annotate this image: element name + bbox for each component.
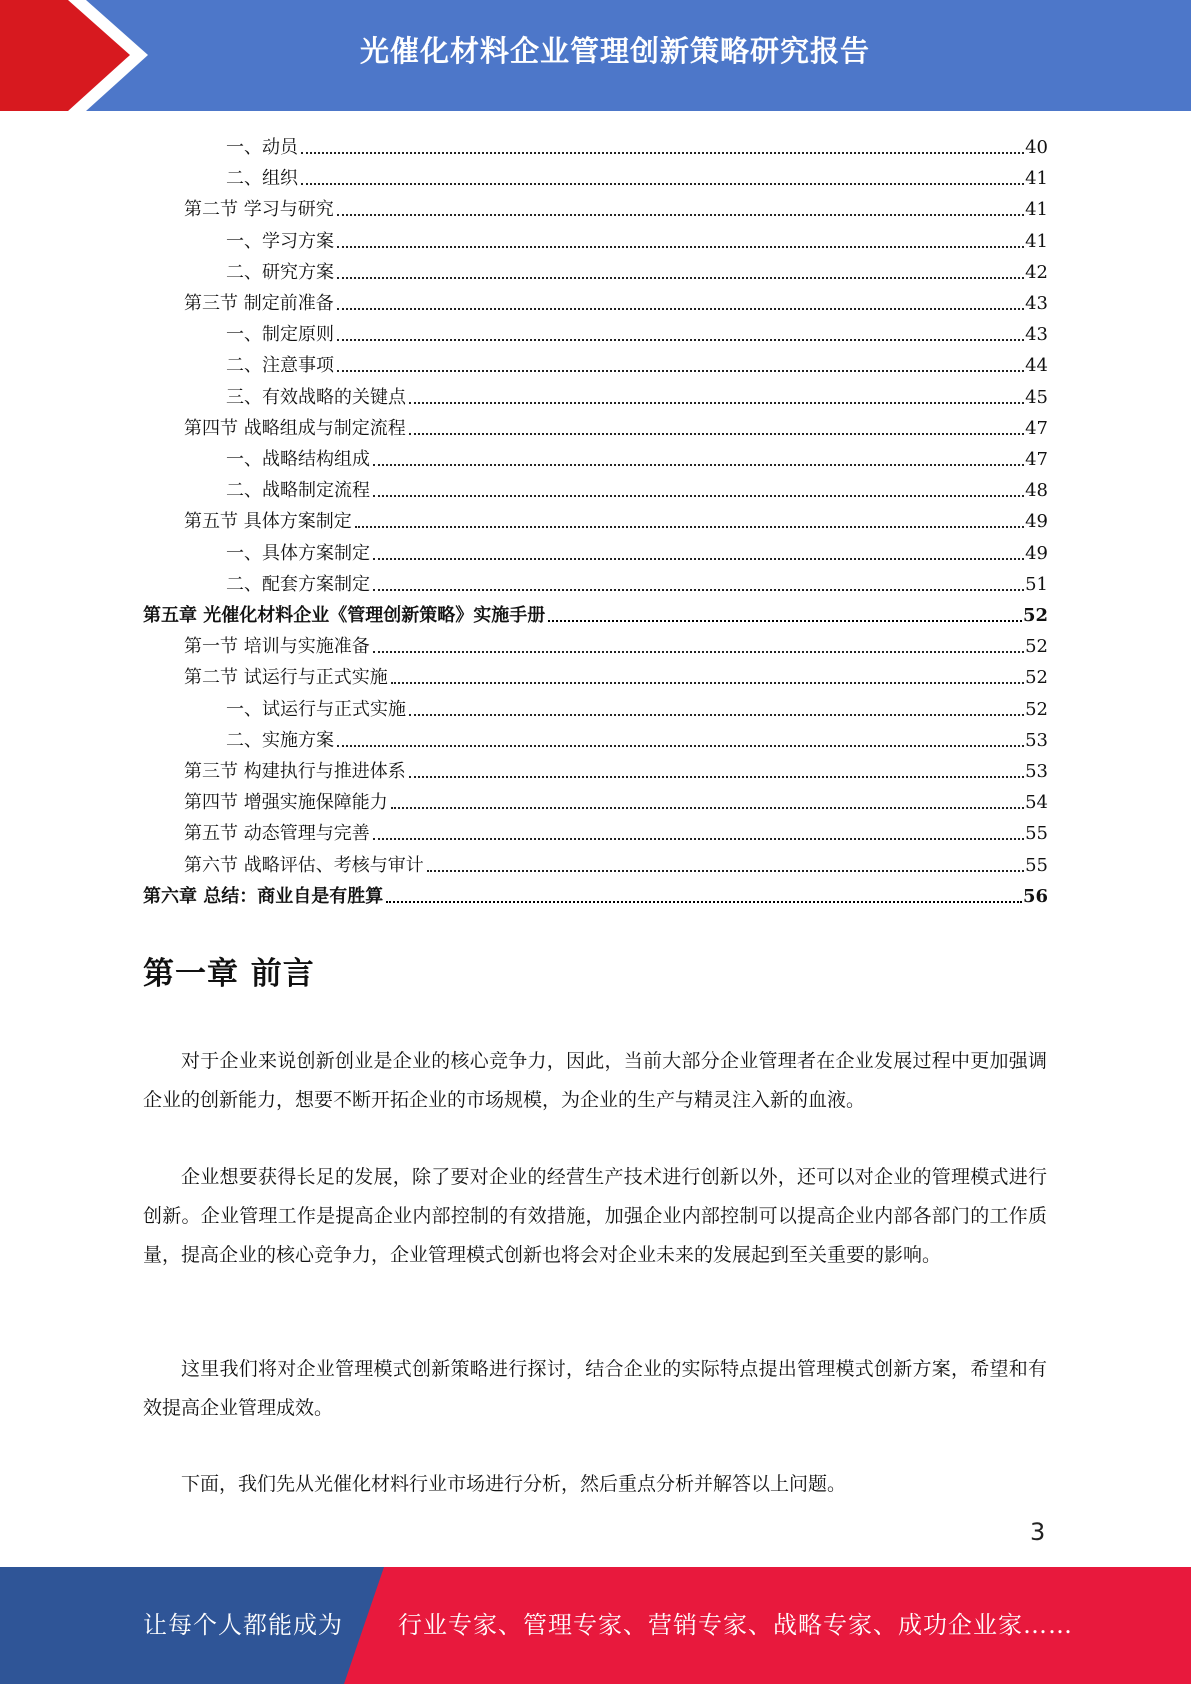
toc-entry-title: 一、具体方案制定 bbox=[226, 542, 370, 564]
toc-dot-leader bbox=[548, 620, 1022, 622]
toc-entry-title: 三、有效战略的关键点 bbox=[226, 386, 406, 408]
toc-dot-leader bbox=[391, 682, 1024, 684]
paragraph-3: 这里我们将对企业管理模式创新策略进行探讨，结合企业的实际特点提出管理模式创新方案，希望和有效提高企业管理成效。 bbox=[143, 1358, 1047, 1419]
toc-dot-leader bbox=[355, 526, 1024, 528]
toc-dot-leader bbox=[409, 776, 1024, 778]
toc-entry-title: 二、注意事项 bbox=[226, 355, 334, 377]
toc-entry[interactable] bbox=[226, 565, 1048, 596]
toc-entry-title: 第二节 试运行与正式实施 bbox=[184, 667, 388, 689]
page-footer bbox=[0, 1567, 1191, 1684]
toc-dot-leader bbox=[373, 558, 1024, 560]
toc-entry-title: 一、动员 bbox=[226, 137, 298, 158]
toc-entry-page: 47 bbox=[1025, 417, 1048, 439]
toc-entry-title: 第六章 总结：商业自是有胜算 bbox=[143, 885, 384, 907]
toc-dot-leader bbox=[373, 495, 1024, 497]
toc-entry-title: 第五章 光催化材料企业《管理创新策略》实施手册 bbox=[143, 605, 546, 626]
toc-entry-title: 第二节 学习与研究 bbox=[184, 199, 334, 221]
toc-entry-title: 第四节 增强实施保障能力 bbox=[184, 792, 388, 814]
toc-entry-title: 第三节 构建执行与推进体系 bbox=[184, 761, 406, 782]
toc-entry[interactable] bbox=[226, 471, 1048, 502]
toc-entry-page: 43 bbox=[1025, 293, 1048, 314]
toc-entry-page: 41 bbox=[1025, 199, 1048, 221]
toc-entry[interactable] bbox=[184, 409, 1048, 440]
toc-dot-leader bbox=[337, 246, 1024, 248]
toc-entry-page: 53 bbox=[1025, 761, 1048, 782]
toc-dot-leader bbox=[409, 714, 1024, 716]
page-header bbox=[0, 0, 1191, 111]
toc-entry[interactable] bbox=[226, 159, 1048, 190]
toc-entry-title: 二、配套方案制定 bbox=[226, 573, 370, 595]
toc-entry-title: 第五节 具体方案制定 bbox=[184, 511, 352, 533]
toc-dot-leader bbox=[337, 339, 1024, 341]
toc-entry-page: 51 bbox=[1025, 573, 1048, 595]
toc-entry[interactable] bbox=[226, 690, 1048, 721]
toc-entry-page: 52 bbox=[1022, 605, 1048, 626]
toc-entry-title: 第四节 战略组成与制定流程 bbox=[184, 417, 406, 439]
toc-entry-page: 52 bbox=[1025, 636, 1048, 658]
toc-entry[interactable] bbox=[226, 346, 1048, 377]
toc-dot-leader bbox=[337, 370, 1024, 372]
footer-slogan-right: 行业专家、管理专家、营销专家、战略专家、成功企业家…… bbox=[398, 1611, 1073, 1639]
toc-entry[interactable] bbox=[226, 128, 1048, 159]
toc-dot-leader bbox=[337, 308, 1024, 310]
toc-entry[interactable] bbox=[226, 534, 1048, 565]
toc-entry[interactable] bbox=[226, 378, 1048, 409]
toc-entry-page: 44 bbox=[1025, 355, 1048, 377]
toc-dot-leader bbox=[301, 152, 1024, 154]
toc-dot-leader bbox=[386, 901, 1022, 903]
toc-entry-page: 45 bbox=[1025, 386, 1048, 408]
toc-entry[interactable] bbox=[184, 190, 1048, 221]
toc-entry-title: 第五节 动态管理与完善 bbox=[184, 823, 370, 845]
toc-dot-leader bbox=[373, 589, 1024, 591]
toc-entry[interactable] bbox=[184, 846, 1048, 877]
report-title: 光催化材料企业管理创新策略研究报告 bbox=[359, 34, 870, 68]
toc-dot-leader bbox=[373, 651, 1024, 653]
toc-entry-page: 48 bbox=[1025, 480, 1048, 502]
toc-entry-page: 43 bbox=[1025, 324, 1048, 346]
paragraph-4: 下面，我们先从光催化材料行业市场进行分析，然后重点分析并解答以上问题。 bbox=[181, 1473, 847, 1495]
toc-entry[interactable] bbox=[226, 315, 1048, 346]
toc-entry-page: 52 bbox=[1025, 698, 1048, 720]
toc-entry-page: 47 bbox=[1025, 449, 1048, 470]
toc-entry-page: 49 bbox=[1025, 511, 1048, 533]
toc-entry[interactable] bbox=[184, 814, 1048, 845]
toc-dot-leader bbox=[337, 745, 1024, 747]
toc-dot-leader bbox=[409, 402, 1024, 404]
paragraph-2: 企业想要获得长足的发展，除了要对企业的经营生产技术进行创新以外，还可以对企业的管理模式进行创新。企业管理工作是提高企业内部控制的有效措施，加强企业内部控制可以提高企业内部各部门的工作质量，提高企业的核心竞争力，企业管理模式创新也将会对企业未来的发展起到至关重要的影响。 bbox=[143, 1166, 1047, 1266]
toc-dot-leader bbox=[337, 214, 1024, 216]
toc-entry-title: 第一节 培训与实施准备 bbox=[184, 636, 370, 658]
toc-entry-title: 二、战略制定流程 bbox=[226, 480, 370, 502]
toc-entry-page: 56 bbox=[1022, 885, 1048, 907]
toc-entry[interactable] bbox=[184, 783, 1048, 814]
toc-entry[interactable] bbox=[184, 752, 1048, 783]
toc-entry[interactable] bbox=[226, 253, 1048, 284]
toc-entry-title: 二、组织 bbox=[226, 168, 298, 190]
toc-entry-title: 第六节 战略评估、考核与审计 bbox=[184, 854, 424, 876]
toc-entry[interactable] bbox=[184, 627, 1048, 658]
toc-entry-page: 49 bbox=[1025, 542, 1048, 564]
footer-slogan-left: 让每个人都能成为 bbox=[143, 1611, 343, 1639]
toc-entry-page: 54 bbox=[1025, 792, 1048, 814]
toc-dot-leader bbox=[373, 838, 1024, 840]
toc-entry[interactable] bbox=[226, 440, 1048, 471]
chapter-heading: 第一章 前言 bbox=[143, 956, 315, 992]
toc-dot-leader bbox=[409, 433, 1024, 435]
page-number: 3 bbox=[1030, 1518, 1046, 1546]
toc-dot-leader bbox=[301, 183, 1024, 185]
toc-entry[interactable] bbox=[226, 721, 1048, 752]
toc-dot-leader bbox=[337, 277, 1024, 279]
toc-entry-title: 二、实施方案 bbox=[226, 729, 334, 751]
toc-entry-page: 55 bbox=[1025, 823, 1048, 845]
toc-entry-page: 53 bbox=[1025, 729, 1048, 751]
toc-entry[interactable] bbox=[184, 658, 1048, 689]
toc-entry-page: 41 bbox=[1025, 230, 1048, 252]
toc-entry-title: 一、战略结构组成 bbox=[226, 449, 370, 470]
toc-dot-leader bbox=[427, 870, 1024, 872]
toc-dot-leader bbox=[391, 807, 1024, 809]
toc-entry-page: 52 bbox=[1025, 667, 1048, 689]
toc-entry-title: 二、研究方案 bbox=[226, 261, 334, 283]
toc-entry[interactable] bbox=[184, 284, 1048, 315]
toc-entry-page: 55 bbox=[1025, 854, 1048, 876]
toc-entry[interactable] bbox=[143, 877, 1048, 908]
toc-entry[interactable] bbox=[184, 502, 1048, 533]
toc-entry-title: 一、学习方案 bbox=[226, 230, 334, 252]
toc-entry-page: 41 bbox=[1025, 168, 1048, 190]
toc-entry-page: 42 bbox=[1025, 261, 1048, 283]
toc-entry-title: 第三节 制定前准备 bbox=[184, 293, 334, 314]
toc-entry-title: 一、试运行与正式实施 bbox=[226, 698, 406, 720]
toc-entry-page: 40 bbox=[1025, 137, 1048, 158]
paragraph-1: 对于企业来说创新创业是企业的核心竞争力，因此，当前大部分企业管理者在企业发展过程中更加强调企业的创新能力，想要不断开拓企业的市场规模，为企业的生产与精灵注入新的血液。 bbox=[143, 1050, 1047, 1111]
toc-entry[interactable] bbox=[143, 596, 1048, 627]
toc-dot-leader bbox=[373, 464, 1024, 466]
toc-entry-title: 一、制定原则 bbox=[226, 324, 334, 346]
toc-entry[interactable] bbox=[226, 222, 1048, 253]
